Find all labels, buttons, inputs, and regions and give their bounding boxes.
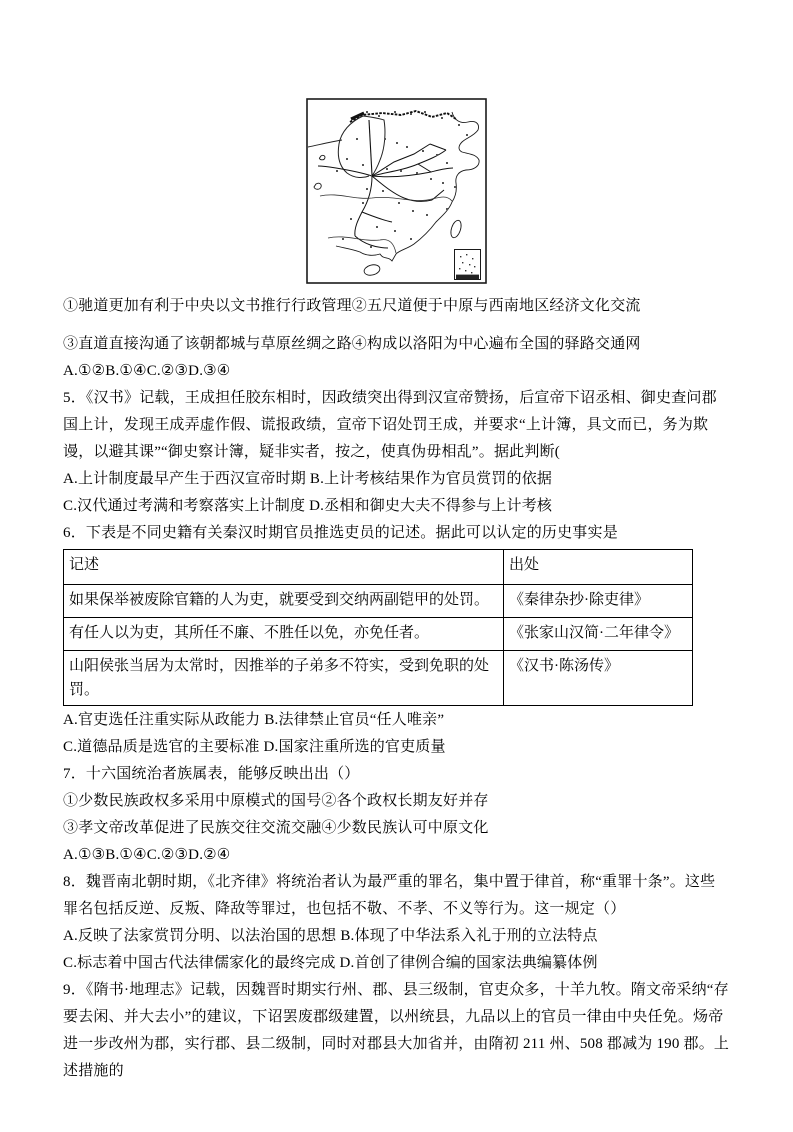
q4-statements-line: ①驰道更加有利于中央以文书推行行政管理②五尺道便于中原与西南地区经济文化交流: [63, 298, 641, 314]
table-row: [64, 618, 693, 651]
q8-options-ab: A.反映了法家赏罚分明、以法治国的思想 B.体现了中华法系入礼于刑的立法特点: [63, 928, 598, 944]
table-cell-source: 《秦律杂抄·除吏律》: [504, 585, 693, 618]
q7-statements-1-2: ①少数民族政权多采用中原模式的国号②各个政权长期友好并存: [63, 793, 489, 809]
table-row: [64, 585, 693, 618]
q5-stem: 5．《汉书》记载，王成担任胶东相时，因政绩突出得到汉宣帝赞扬，后宣帝下诏丞相、御史查问郡国上计，发现王成弄虚作假、谎报政绩，宣帝下诏处罚王成，并要求“上计簿，具文而已，务为欺谩，以避其课”“御史察计簿，疑非实者，按之，使真伪毋相乱”。据此判断(: [63, 390, 717, 460]
q4-statements-options-line: ③直道直接沟通了该朝都城与草原丝绸之路④构成以洛阳为中心遍布全国的驿路交通网 A.①②B.①④C.②③D.③④: [63, 336, 641, 379]
table-cell-source: 《汉书·陈汤传》: [504, 651, 693, 706]
table-header-row: [64, 550, 693, 585]
map-canvas: [306, 98, 488, 285]
inset-caption-bar: [456, 275, 479, 280]
q8-options-cd: C.标志着中国古代法律儒家化的最终完成 D.首创了律例合编的国家法典编纂体例: [63, 955, 598, 971]
q6-source-table: [63, 549, 693, 706]
table-header-source: 出处: [504, 550, 693, 585]
q6-options-cd: C.道德品质是选官的主要标准 D.国家注重所选的官吏质量: [63, 739, 446, 755]
q7-statements-3-4: ③孝文帝改革促进了民族交往交流交融④少数民族认可中原文化: [63, 820, 489, 836]
q5-options-ab: A.上计制度最早产生于西汉宣帝时期 B.上计考核结果作为官员赏罚的依据: [63, 471, 553, 487]
q7-stem: 7．十六国统治者族属表，能够反映出出（）: [63, 766, 360, 782]
q9-stem: 9．《隋书·地理志》记载，因魏晋时期实行州、郡、县三级制，官吏众多，十羊九牧。隋文帝采纳“存要去闲、并大去小”的建议，下诏罢废郡级建置，以州统县，九品以上的官员一律由中央任免。炀帝进一步改州为郡，实行郡、县二级制，同时对郡县大加省并，由隋初 211 州、508 郡减为 190 郡。上述措施的: [63, 982, 730, 1079]
q6-stem: 6．下表是不同史籍有关秦汉时期官员推选吏员的记述。据此可以认定的历史事实是: [63, 525, 618, 541]
q6-options-ab: A.官吏选任注重实际从政能力 B.法律禁止官员“任人唯亲”: [63, 712, 445, 728]
q7-options: A.①③B.①④C.②③D.②④: [63, 847, 231, 863]
table-cell-source: 《张家山汉简·二年律令》: [504, 618, 693, 651]
ancient-china-road-network-map: [306, 98, 488, 285]
q5-options-cd: C.汉代通过考满和考察落实上计制度 D.丞相和御史大夫不得参与上计考核: [63, 498, 553, 514]
table-cell-record: 如果保举被废除官籍的人为吏，就要受到交纳两副铠甲的处罚。: [64, 585, 504, 618]
table-cell-record: 有任人以为吏，其所任不廉、不胜任以免，亦免任者。: [64, 618, 504, 651]
south-sea-inset: [454, 250, 480, 280]
table-row: [64, 651, 693, 706]
table-header-record: 记述: [64, 550, 504, 585]
q8-stem: 8．魏晋南北朝时期，《北齐律》将统治者认为最严重的罪名，集中置于律首，称“重罪十条”。这些罪名包括反逆、反叛、降敌等罪过，也包括不敬、不孝、不义等行为。这一规定（）: [63, 874, 716, 917]
table-cell-record: 山阳侯张当居为太常时，因推举的子弟多不符实，受到免职的处罚。: [64, 651, 504, 706]
